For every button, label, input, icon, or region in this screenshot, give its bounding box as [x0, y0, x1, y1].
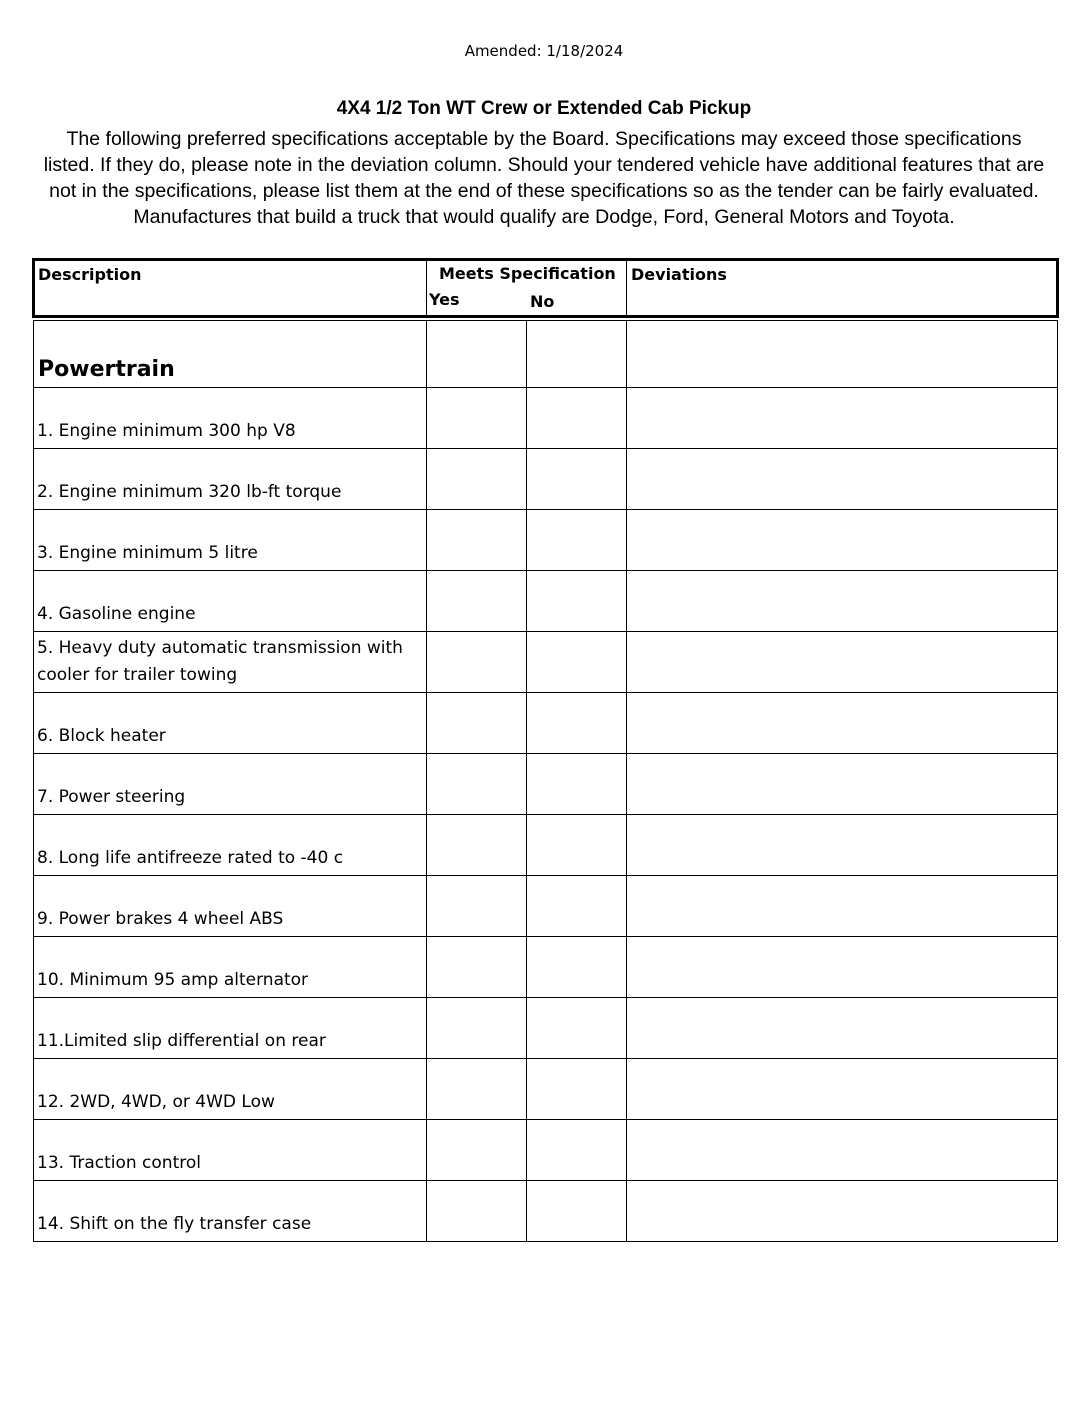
spec-item-text: 8. Long life antifreeze rated to -40 c — [37, 848, 344, 868]
no-cell[interactable] — [527, 449, 627, 510]
no-cell[interactable] — [527, 998, 627, 1059]
spec-item-text: 6. Block heater — [37, 726, 166, 746]
spec-item-text: 1. Engine minimum 300 hp V8 — [37, 421, 296, 441]
no-cell[interactable] — [527, 815, 627, 876]
deviations-cell[interactable] — [627, 937, 1058, 998]
amended-date: Amended: 1/18/2024 — [464, 42, 624, 60]
deviations-cell[interactable] — [627, 1059, 1058, 1120]
table-header-row — [34, 260, 1058, 317]
section-label: Powertrain — [38, 357, 175, 382]
table-row — [34, 1120, 1058, 1181]
description-cell — [34, 876, 427, 937]
description-header — [34, 260, 427, 317]
description-cell — [34, 998, 427, 1059]
deviations-header-label: Deviations — [631, 265, 727, 284]
yes-cell[interactable] — [427, 571, 527, 632]
description-cell — [34, 937, 427, 998]
yes-cell[interactable] — [427, 1120, 527, 1181]
spec-item-text: 9. Power brakes 4 wheel ABS — [37, 909, 284, 929]
yes-cell[interactable] — [427, 876, 527, 937]
specification-table — [32, 258, 1059, 1242]
spec-item-text: 5. Heavy duty automatic transmission with cooler for trailer towing — [37, 638, 403, 685]
table-row — [34, 449, 1058, 510]
table-row — [34, 754, 1058, 815]
yes-cell[interactable] — [427, 1181, 527, 1242]
spec-item-text: 3. Engine minimum 5 litre — [37, 543, 258, 563]
description-cell — [34, 632, 427, 693]
yes-cell[interactable] — [427, 998, 527, 1059]
description-cell — [34, 1059, 427, 1120]
intro-paragraph: The following preferred specifications acceptable by the Board. Specifications may exceed those specifications listed. If they do, please note in the deviation column. Should your tendered vehicle have additional features that are not in the specifications, please list them at the end of these specifications so as the tender can be fairly evaluated. Manufactures that build a truck that would qualify are Dodge, Ford, General Motors and Toyota. — [43, 128, 1045, 228]
no-cell[interactable] — [527, 693, 627, 754]
deviations-cell[interactable] — [627, 1120, 1058, 1181]
no-cell[interactable] — [527, 754, 627, 815]
spec-item-text: 7. Power steering — [37, 787, 186, 807]
table-row — [34, 632, 1058, 693]
yes-cell[interactable] — [427, 754, 527, 815]
description-cell — [34, 1120, 427, 1181]
deviations-cell[interactable] — [627, 449, 1058, 510]
description-cell — [34, 815, 427, 876]
deviations-cell[interactable] — [627, 632, 1058, 693]
description-cell — [34, 449, 427, 510]
deviations-cell[interactable] — [627, 998, 1058, 1059]
section-row-powertrain — [34, 321, 1058, 388]
table-row — [34, 388, 1058, 449]
no-cell[interactable] — [527, 876, 627, 937]
table-row — [34, 571, 1058, 632]
table-row — [34, 876, 1058, 937]
deviations-cell[interactable] — [627, 693, 1058, 754]
deviations-cell[interactable] — [627, 321, 1058, 388]
spec-item-text: 11.Limited slip differential on rear — [37, 1031, 326, 1051]
table-row — [34, 937, 1058, 998]
no-cell[interactable] — [527, 321, 627, 388]
description-cell — [34, 510, 427, 571]
no-header-label: No — [530, 292, 555, 311]
table-row — [34, 693, 1058, 754]
yes-cell[interactable] — [427, 632, 527, 693]
spec-item-text: 14. Shift on the fly transfer case — [37, 1214, 312, 1234]
description-cell — [34, 754, 427, 815]
description-cell — [34, 571, 427, 632]
no-cell[interactable] — [527, 1059, 627, 1120]
table-row — [34, 1181, 1058, 1242]
deviations-cell[interactable] — [627, 876, 1058, 937]
spec-item-text: 12. 2WD, 4WD, or 4WD Low — [37, 1092, 275, 1112]
yes-cell[interactable] — [427, 510, 527, 571]
spec-item-text: 13. Traction control — [37, 1153, 201, 1173]
yes-cell[interactable] — [427, 937, 527, 998]
description-cell — [34, 388, 427, 449]
yes-cell[interactable] — [427, 1059, 527, 1120]
no-cell[interactable] — [527, 388, 627, 449]
no-cell[interactable] — [527, 632, 627, 693]
description-cell — [34, 1181, 427, 1242]
table-row — [34, 510, 1058, 571]
no-cell[interactable] — [527, 510, 627, 571]
yes-cell[interactable] — [427, 321, 527, 388]
yes-cell[interactable] — [427, 815, 527, 876]
deviations-cell[interactable] — [627, 510, 1058, 571]
document-title: 4X4 1/2 Ton WT Crew or Extended Cab Pickup — [336, 98, 752, 119]
no-cell[interactable] — [527, 571, 627, 632]
yes-cell[interactable] — [427, 388, 527, 449]
deviations-cell[interactable] — [627, 1181, 1058, 1242]
deviations-header — [627, 260, 1058, 317]
meets-specification-label: Meets Specification — [439, 264, 616, 283]
table-row — [34, 815, 1058, 876]
yes-cell[interactable] — [427, 693, 527, 754]
no-cell[interactable] — [527, 1120, 627, 1181]
table-row — [34, 998, 1058, 1059]
deviations-cell[interactable] — [627, 388, 1058, 449]
no-cell[interactable] — [527, 937, 627, 998]
yes-cell[interactable] — [427, 449, 527, 510]
deviations-cell[interactable] — [627, 754, 1058, 815]
deviations-cell[interactable] — [627, 571, 1058, 632]
section-label-cell — [34, 321, 427, 388]
deviations-cell[interactable] — [627, 815, 1058, 876]
no-cell[interactable] — [527, 1181, 627, 1242]
meets-specification-header — [427, 260, 627, 317]
yes-header-label: Yes — [429, 290, 460, 309]
description-header-label: Description — [38, 265, 142, 284]
spec-item-text: 10. Minimum 95 amp alternator — [37, 970, 309, 990]
spec-item-text: 4. Gasoline engine — [37, 604, 196, 624]
description-cell — [34, 693, 427, 754]
table-row — [34, 1059, 1058, 1120]
spec-item-text: 2. Engine minimum 320 lb-ft torque — [37, 482, 342, 502]
